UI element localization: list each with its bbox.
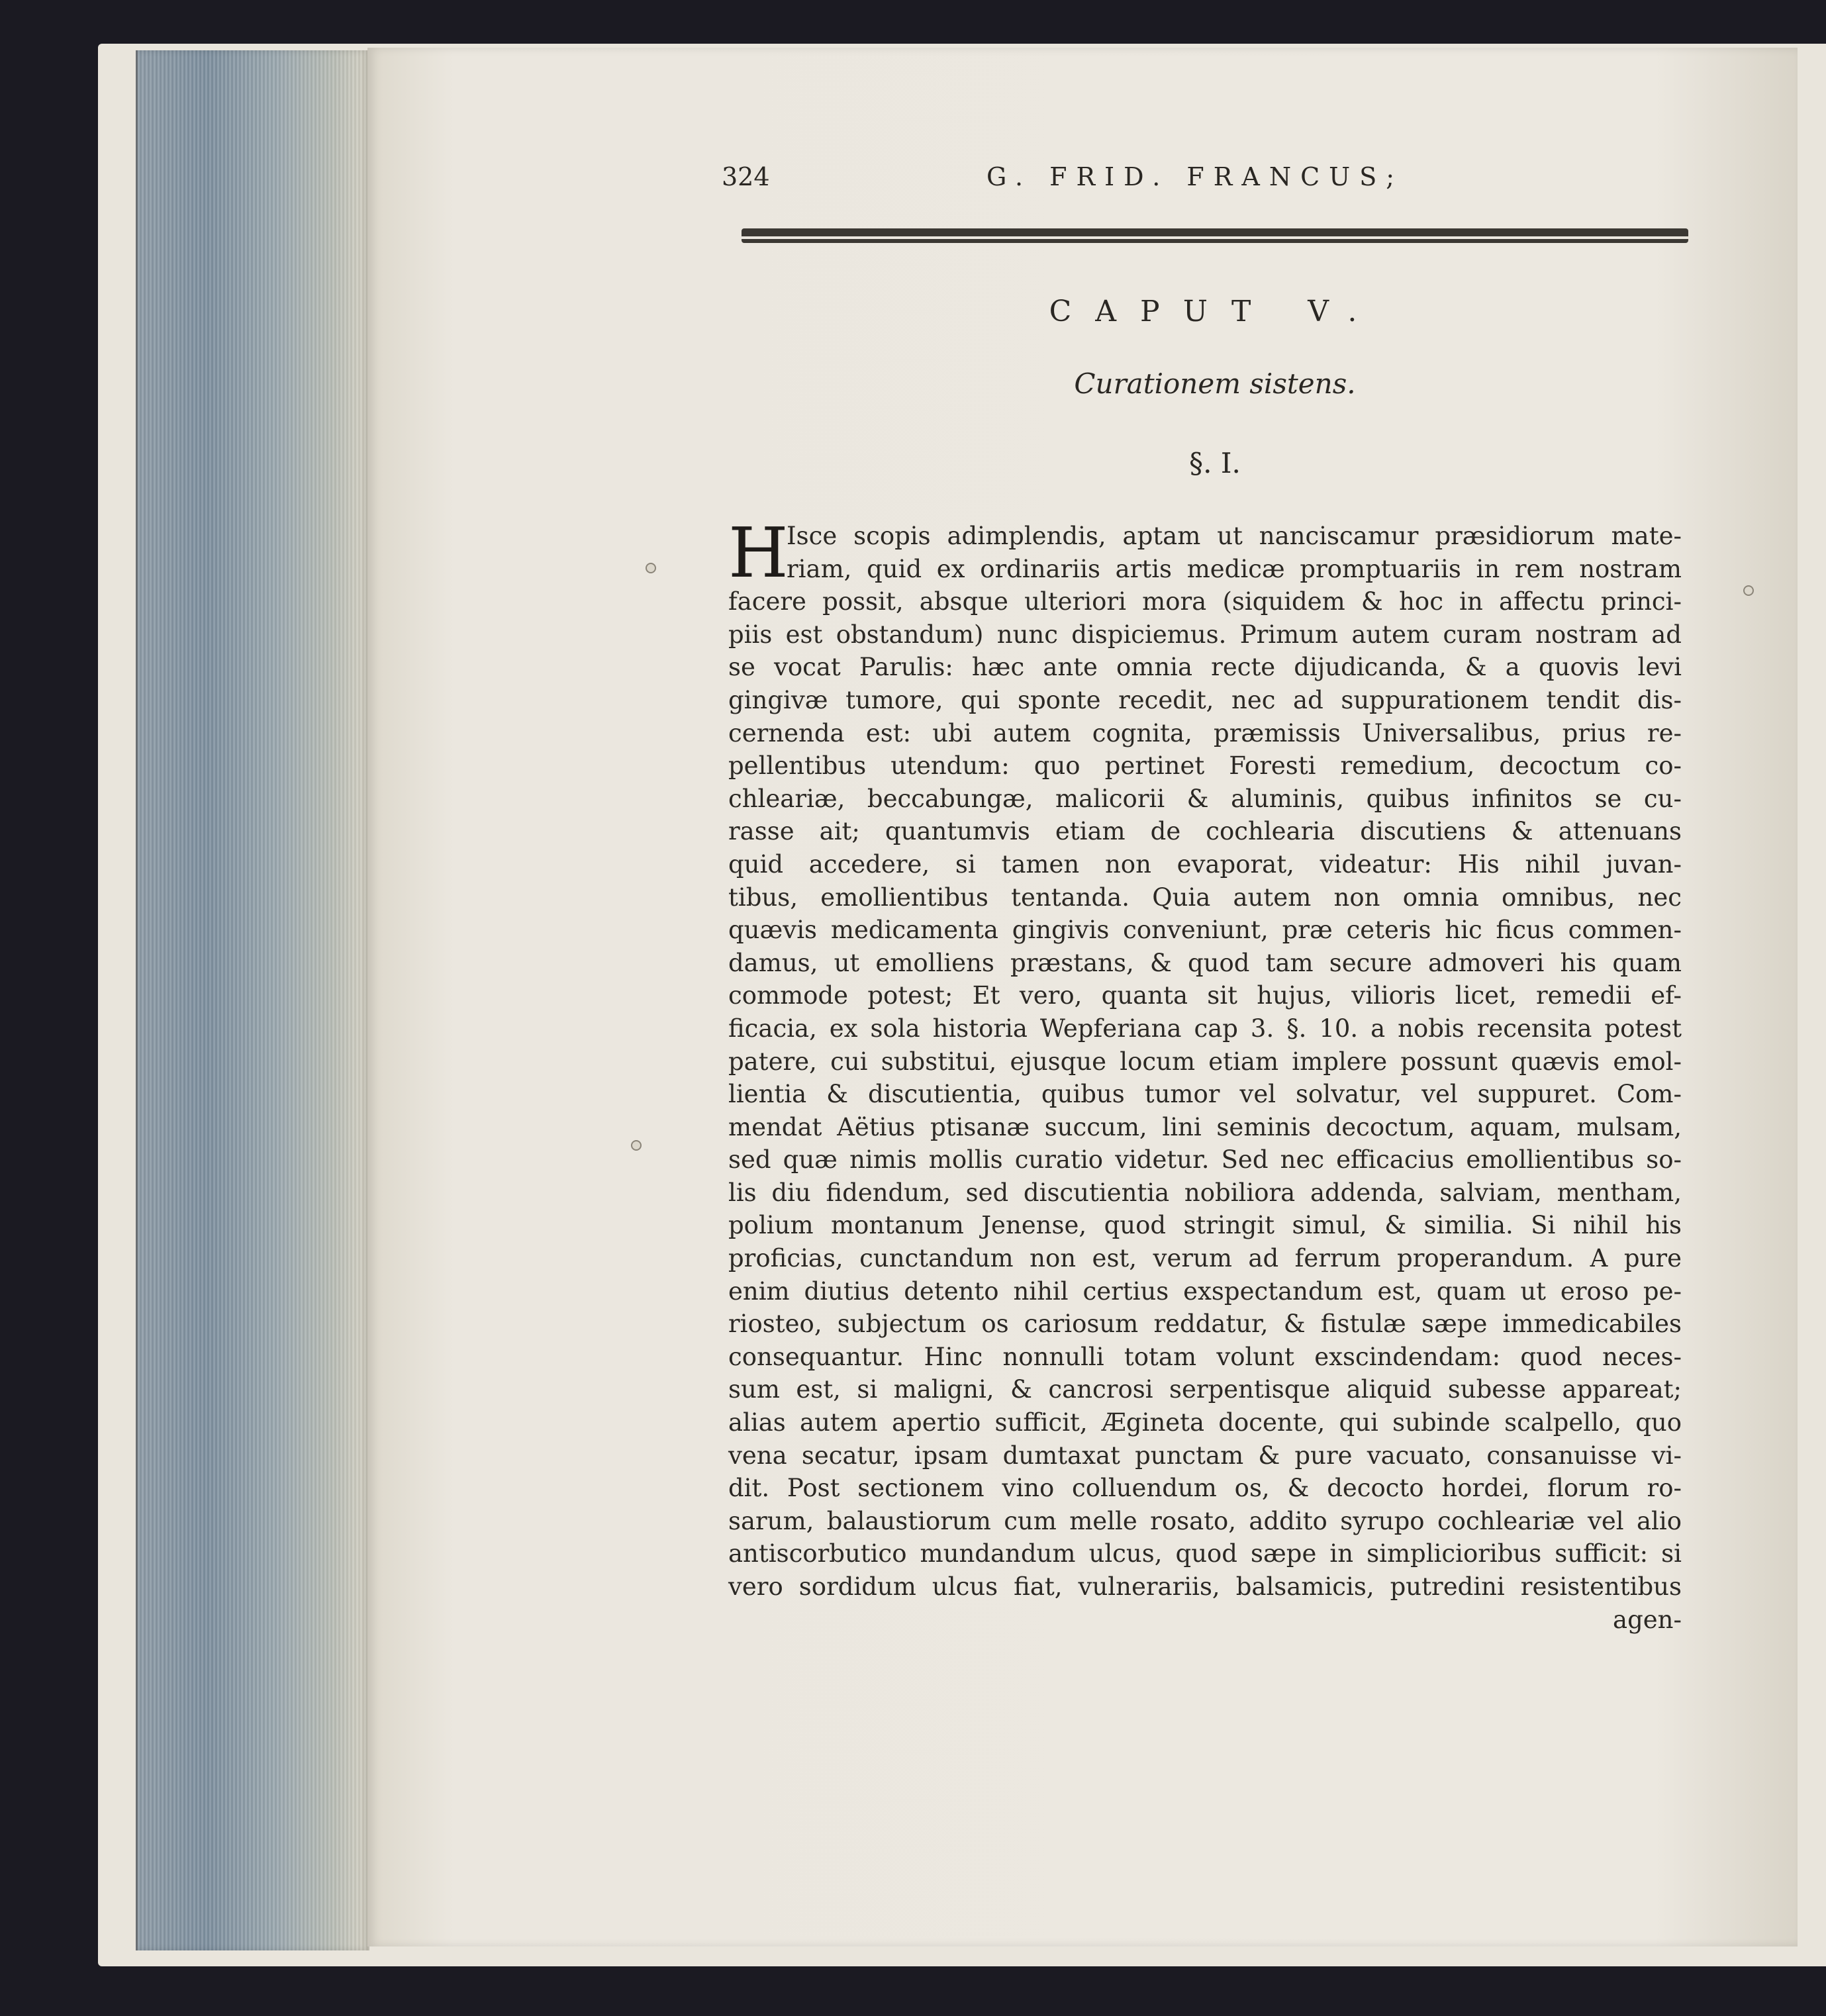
binding-hole [631,1140,642,1151]
text-line: alias autem apertio sufficit, Ægineta docente, qui subinde scalpello, quo [728,1408,1682,1437]
text-line: ficacia, ex sola historia Wepferiana cap 3. §. 10. a nobis recensita potest [728,1014,1682,1043]
text-line: piis est obstandum) nunc dispiciemus. Primum autem curam nostram ad [728,620,1682,649]
text-line: chleariæ, beccabungæ, malicorii & aluminis, quibus infinitos se cu- [728,784,1682,813]
text-line: proficias, cunctandum non est, verum ad ferrum properandum. A pure [728,1244,1682,1273]
text-line: sarum, balaustiorum cum melle rosato, addito syrupo cochleariæ vel alio [728,1506,1682,1535]
page-number: 324 [722,162,770,191]
text-line: Isce scopis adimplendis, aptam ut nanciscamur præsidiorum mate- [787,522,1682,550]
chapter-title: CAPUT V. [1049,295,1381,328]
text-line: enim diutius detento nihil certius exspectandum est, quam ut eroso pe- [728,1276,1682,1306]
text-line: gingivæ tumore, qui sponte recedit, nec ad suppurationem tendit dis- [728,685,1682,714]
binding-hole [646,563,656,573]
text-line: mendat Aëtius ptisanæ succum, lini seminis decoctum, aquam, mulsam, [728,1112,1682,1141]
text-line: consequantur. Hinc nonnulli totam volunt exscindendam: quod neces- [728,1342,1682,1371]
text-line: commode potest; Et vero, quanta sit hujus, vilioris licet, remedii ef- [728,981,1682,1010]
text-line: rasse ait; quantumvis etiam de cochlearia discutiens & attenuans [728,817,1682,846]
text-line: sum est, si maligni, & cancrosi serpentisque aliquid subesse appareat; [728,1375,1682,1404]
chapter-subtitle: Curationem sistens. [1074,367,1356,400]
text-line: dit. Post sectionem vino colluendum os, & decocto hordei, florum ro- [728,1474,1682,1503]
text-line: damus, ut emolliens præstans, & quod tam secure admoveri his quam [728,948,1682,977]
drop-cap: H [728,512,789,593]
book-fore-edge [136,50,369,1950]
running-head [722,162,1688,209]
text-line: quid accedere, si tamen non evaporat, videatur: His nihil juvan- [728,849,1682,879]
text-line: patere, cui substitui, ejusque locum etiam implere possunt quævis emol- [728,1047,1682,1076]
text-line: riam, quid ex ordinariis artis medicæ promptuariis in rem nostram [787,554,1682,583]
running-title: G. FRID. FRANCUS; [986,162,1404,191]
text-line: tibus, emollientibus tentanda. Quia autem non omnia omnibus, nec [728,883,1682,912]
text-line: polium montanum Jenense, quod stringit simul, & similia. Si nihil his [728,1211,1682,1240]
catchword: agen- [1613,1605,1682,1634]
text-line: vero sordidum ulcus fiat, vulnerariis, balsamicis, putredini resistentibus [728,1572,1682,1601]
text-line: antiscorbutico mundandum ulcus, quod sæpe in simplicioribus sufficit: si [728,1539,1682,1568]
binding-hole [1743,585,1754,596]
text-line: riosteo, subjectum os cariosum reddatur, & fistulæ sæpe immedicabiles [728,1310,1682,1339]
header-rule [742,228,1688,243]
text-line: pellentibus utendum: quo pertinet Foresti remedium, decoctum co- [728,751,1682,781]
text-line: vena secatur, ipsam dumtaxat punctam & pure vacuato, consanuisse vi- [728,1441,1682,1470]
text-line: cernenda est: ubi autem cognita, præmissis Universalibus, prius re- [728,718,1682,747]
body-text [728,512,1682,1636]
text-line: facere possit, absque ulteriori mora (siquidem & hoc in affectu princi- [728,587,1682,616]
text-line: lis diu fidendum, sed discutientia nobiliora addenda, salviam, mentham, [728,1178,1682,1207]
text-line: se vocat Parulis: hæc ante omnia recte dijudicanda, & a quovis levi [728,653,1682,682]
text-line: sed quæ nimis mollis curatio videtur. Sed nec efficacius emollientibus so- [728,1145,1682,1175]
text-line: lientia & discutientia, quibus tumor vel solvatur, vel suppuret. Com- [728,1080,1682,1109]
section-number: §. I. [1189,447,1241,479]
text-line: quævis medicamenta gingivis conveniunt, præ ceteris hic ficus commen- [728,916,1682,945]
